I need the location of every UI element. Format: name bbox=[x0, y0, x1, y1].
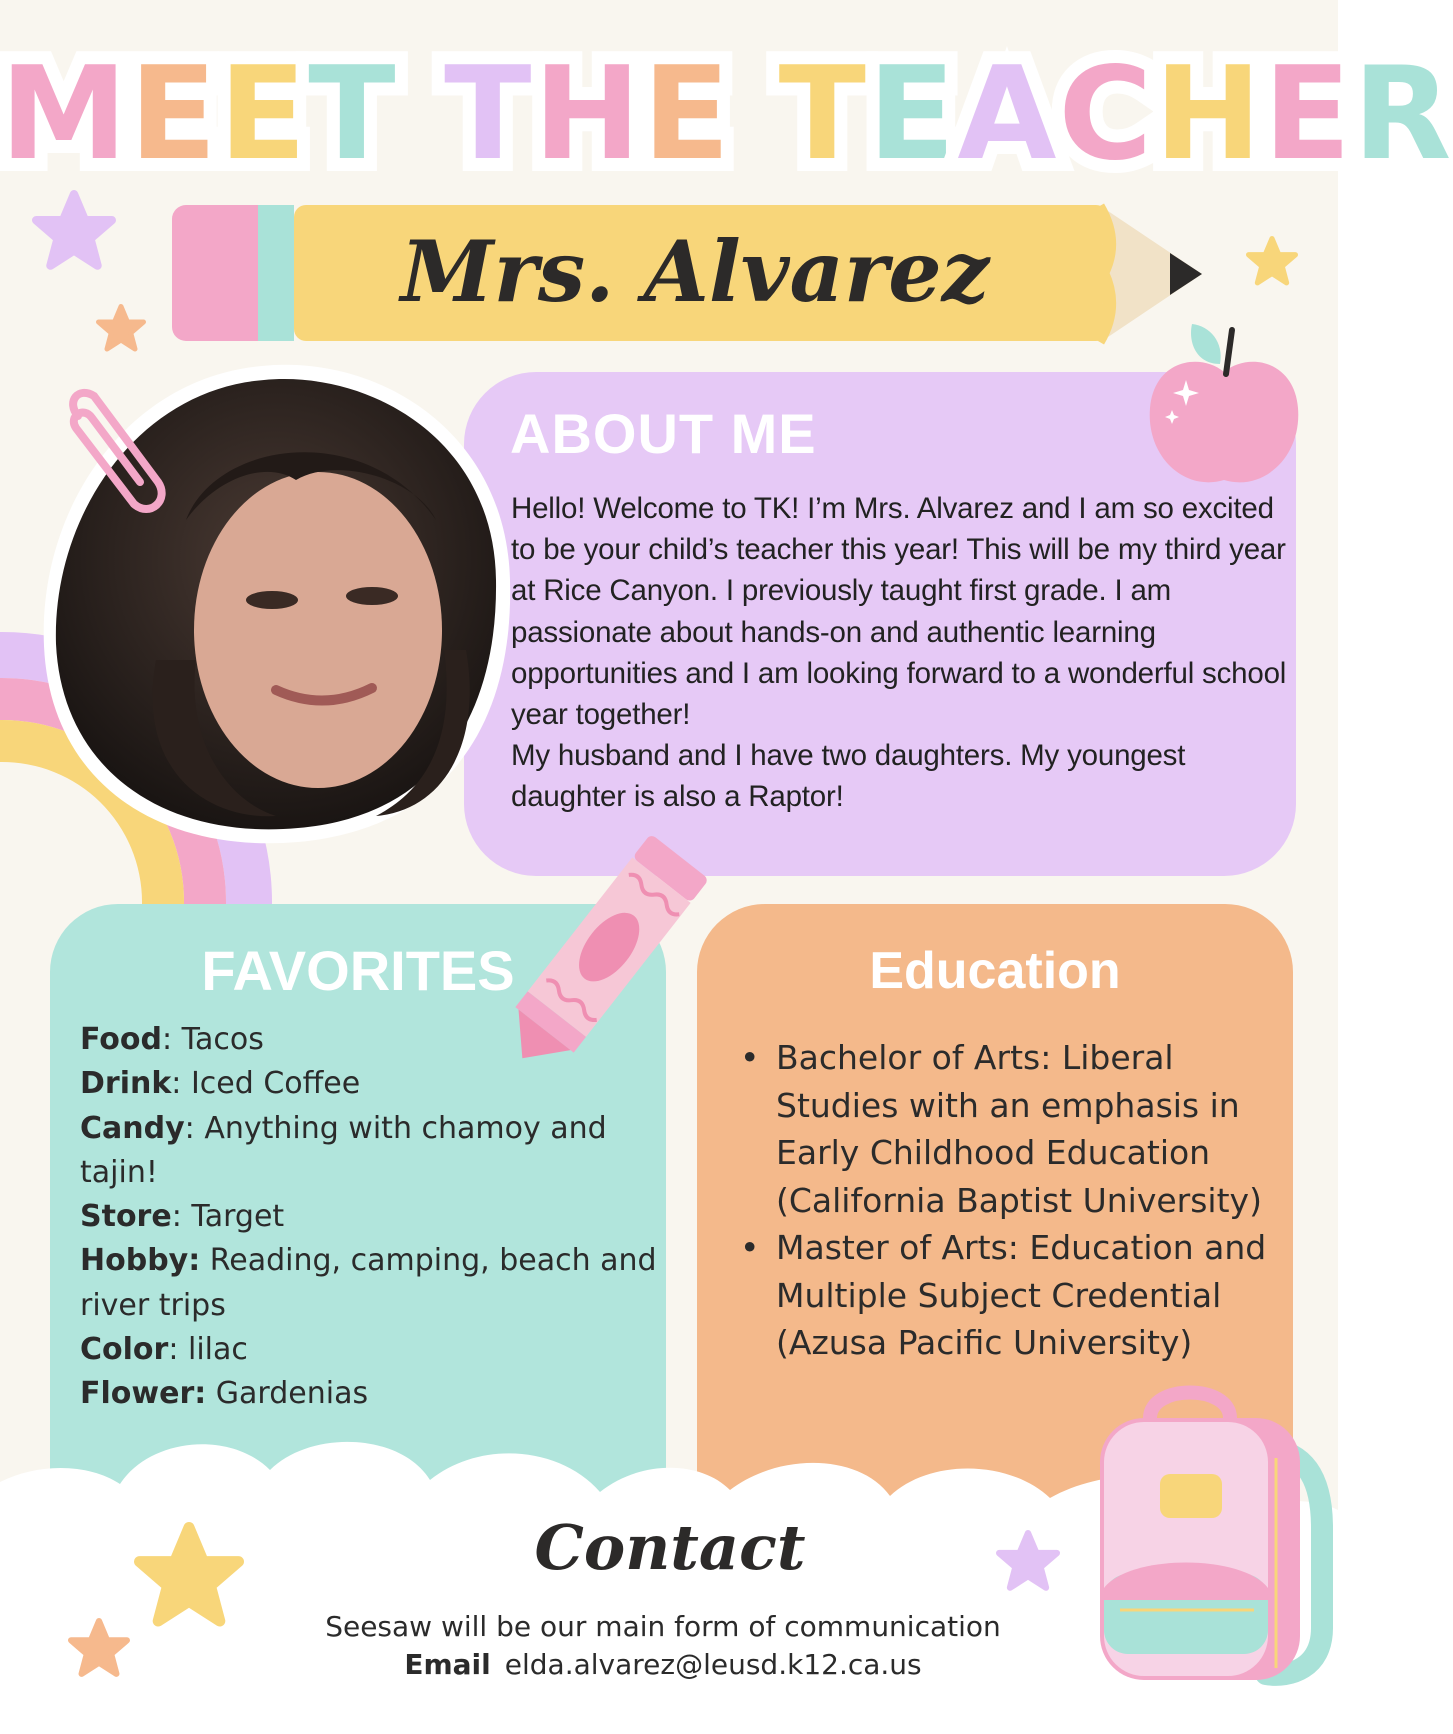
favorite-item bbox=[80, 1328, 660, 1372]
title-letter: E bbox=[129, 40, 219, 189]
favorite-item bbox=[80, 1107, 660, 1196]
about-paragraph: Hello! Welcome to TK! I’m Mrs. Alvarez and I am so excited to be your child’s teacher this year! This will be my third year at Rice Canyon. I previously taught first grade. I am passionate about hands-on and authentic learning opportunities and I am looking forward to a wonderful school year together! bbox=[511, 492, 1287, 732]
title-letter: E bbox=[867, 40, 958, 189]
paperclip-icon bbox=[54, 386, 172, 526]
bullet-icon: • bbox=[740, 1038, 760, 1077]
education-text: Bachelor of Arts: Liberal Studies with an emphasis in Early Childhood Education (California Baptist University) bbox=[776, 1038, 1262, 1220]
favorite-value: Gardenias bbox=[215, 1376, 369, 1412]
favorite-label: Store bbox=[80, 1199, 172, 1235]
email-address[interactable]: elda.alvarez@leusd.k12.ca.us bbox=[504, 1648, 922, 1681]
title-letter: E bbox=[1263, 40, 1353, 189]
favorite-label: Food bbox=[80, 1022, 162, 1057]
contact-text: Seesaw will be our main form of communication bbox=[325, 1610, 1001, 1643]
favorite-label: Hobby: bbox=[80, 1243, 201, 1279]
star-icon bbox=[1246, 236, 1298, 288]
backpack-icon bbox=[1090, 1378, 1324, 1690]
favorite-separator: : bbox=[168, 1332, 188, 1368]
education-item bbox=[740, 1034, 1300, 1224]
favorite-value: Anything with chamoy and tajin! bbox=[80, 1110, 607, 1190]
title-letter: H bbox=[1154, 40, 1264, 189]
title-letter bbox=[398, 40, 445, 189]
favorite-value: Iced Coffee bbox=[190, 1066, 361, 1102]
title-letter: E bbox=[642, 40, 732, 189]
education-item bbox=[740, 1224, 1300, 1367]
title-letter: T bbox=[308, 40, 398, 189]
title-letter: M bbox=[0, 40, 130, 189]
favorite-value: Reading, camping, beach and river trips bbox=[80, 1243, 657, 1323]
star-icon bbox=[96, 304, 146, 354]
about-me-heading: ABOUT ME bbox=[510, 402, 817, 465]
about-me-text bbox=[511, 488, 1291, 818]
education-text: Master of Arts: Education and Multiple Subject Credential (Azusa Pacific University) bbox=[776, 1228, 1267, 1362]
favorite-label: Color bbox=[80, 1332, 169, 1368]
favorite-value: Tacos bbox=[181, 1022, 264, 1057]
favorite-item bbox=[80, 1239, 660, 1328]
teacher-name: Mrs. Alvarez bbox=[400, 222, 990, 321]
education-heading: Education bbox=[869, 942, 1121, 1000]
favorite-separator: : bbox=[161, 1022, 182, 1057]
favorite-label: Drink bbox=[80, 1066, 172, 1102]
favorite-label: Candy bbox=[80, 1110, 185, 1146]
favorite-value: lilac bbox=[187, 1332, 248, 1368]
favorite-label: Flower: bbox=[80, 1376, 207, 1412]
title-letter: E bbox=[218, 40, 309, 189]
favorite-separator bbox=[200, 1243, 210, 1278]
favorite-separator: : bbox=[184, 1110, 205, 1146]
education-list bbox=[740, 1034, 1300, 1367]
title-letter: H bbox=[533, 40, 643, 189]
favorites-heading: FAVORITES bbox=[201, 939, 515, 1002]
star-icon bbox=[32, 190, 116, 274]
favorite-item bbox=[80, 1195, 660, 1239]
star-icon bbox=[68, 1618, 130, 1680]
page-title bbox=[0, 40, 1453, 189]
star-icon bbox=[996, 1530, 1060, 1594]
apple-icon bbox=[1140, 316, 1308, 494]
favorite-value: Target bbox=[191, 1199, 285, 1235]
favorite-separator: : bbox=[171, 1199, 192, 1235]
title-letter bbox=[732, 40, 779, 189]
favorite-separator: : bbox=[171, 1066, 191, 1102]
title-letter: T bbox=[778, 40, 868, 189]
star-icon bbox=[134, 1522, 244, 1632]
title-letter: A bbox=[957, 40, 1059, 189]
crayon-icon bbox=[478, 820, 728, 1090]
title-letter: C bbox=[1058, 40, 1155, 189]
title-letter: R bbox=[1352, 40, 1453, 189]
contact-heading: Contact bbox=[534, 1511, 806, 1584]
title-letter: T bbox=[444, 40, 534, 189]
email-label: Email bbox=[404, 1648, 491, 1681]
email-line bbox=[250, 1648, 1076, 1682]
bullet-icon: • bbox=[740, 1228, 760, 1267]
about-paragraph: My husband and I have two daughters. My youngest daughter is also a Raptor! bbox=[511, 739, 1186, 814]
